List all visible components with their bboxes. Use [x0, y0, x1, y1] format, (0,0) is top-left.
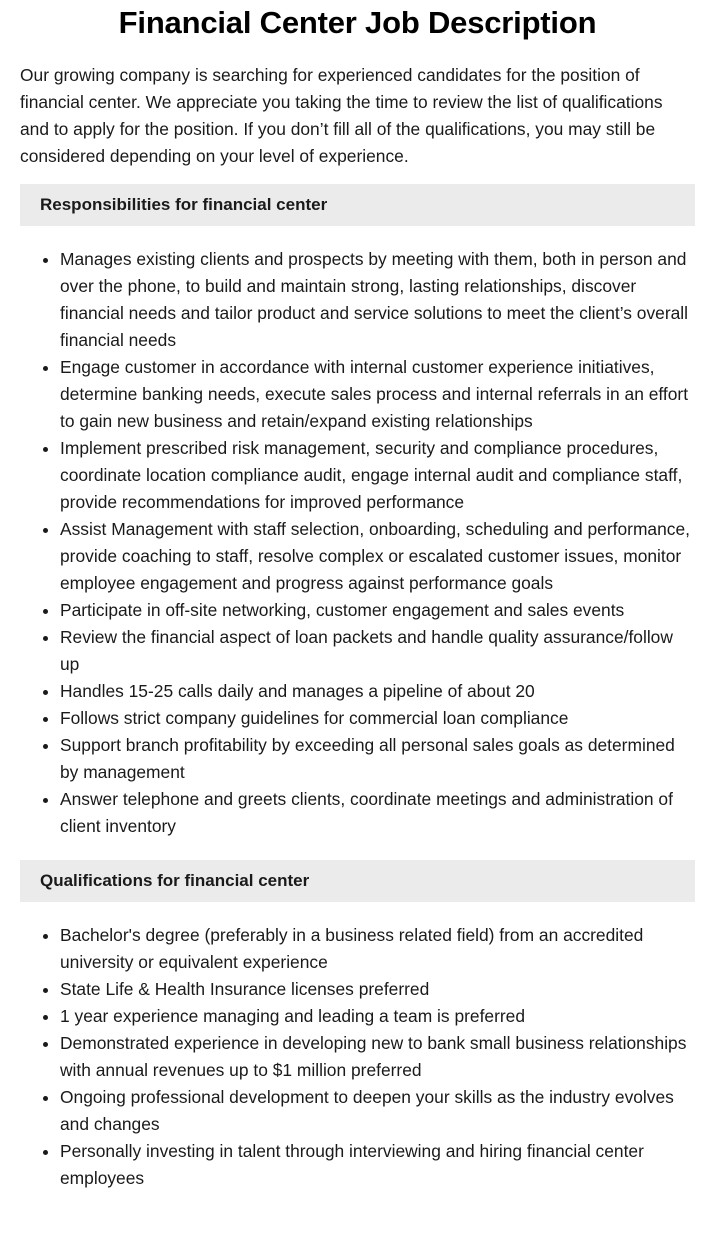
list-item: Ongoing professional development to deepen your skills as the industry evolves and changes — [60, 1084, 695, 1138]
list-item: 1 year experience managing and leading a team is preferred — [60, 1003, 695, 1030]
qualifications-heading: Qualifications for financial center — [20, 860, 695, 902]
list-item: Follows strict company guidelines for commercial loan compliance — [60, 705, 695, 732]
list-item: Handles 15-25 calls daily and manages a pipeline of about 20 — [60, 678, 695, 705]
list-item: Demonstrated experience in developing new to bank small business relationships with annual revenues up to $1 million preferred — [60, 1030, 695, 1084]
qualifications-list — [20, 922, 695, 1192]
list-item: State Life & Health Insurance licenses preferred — [60, 976, 695, 1003]
intro-paragraph: Our growing company is searching for experienced candidates for the position of financial center. We appreciate you taking the time to review the list of qualifications and to apply for the position. If you don’t fill all of the qualifications, you may still be considered depending on your level of experience. — [20, 65, 663, 166]
list-item: Bachelor's degree (preferably in a business related field) from an accredited university or equivalent experience — [60, 922, 695, 976]
list-item: Support branch profitability by exceeding all personal sales goals as determined by management — [60, 732, 695, 786]
responsibilities-heading: Responsibilities for financial center — [20, 184, 695, 226]
responsibilities-list — [20, 246, 695, 840]
list-item: Personally investing in talent through interviewing and hiring financial center employees — [60, 1138, 695, 1192]
list-item: Implement prescribed risk management, security and compliance procedures, coordinate location compliance audit, engage internal audit and compliance staff, provide recommendations for improved performance — [60, 435, 695, 516]
list-item: Manages existing clients and prospects by meeting with them, both in person and over the phone, to build and maintain strong, lasting relationships, discover financial needs and tailor product and service solutions to meet the client’s overall financial needs — [60, 246, 695, 354]
list-item: Assist Management with staff selection, onboarding, scheduling and performance, provide coaching to staff, resolve complex or escalated customer issues, monitor employee engagement and progress against performance goals — [60, 516, 695, 597]
list-item: Participate in off-site networking, customer engagement and sales events — [60, 597, 695, 624]
list-item: Review the financial aspect of loan packets and handle quality assurance/follow up — [60, 624, 695, 678]
list-item: Answer telephone and greets clients, coordinate meetings and administration of client inventory — [60, 786, 695, 840]
list-item: Engage customer in accordance with internal customer experience initiatives, determine banking needs, execute sales process and internal referrals in an effort to gain new business and retain/expand existing relationships — [60, 354, 695, 435]
page-title: Financial Center Job Description — [118, 5, 597, 40]
